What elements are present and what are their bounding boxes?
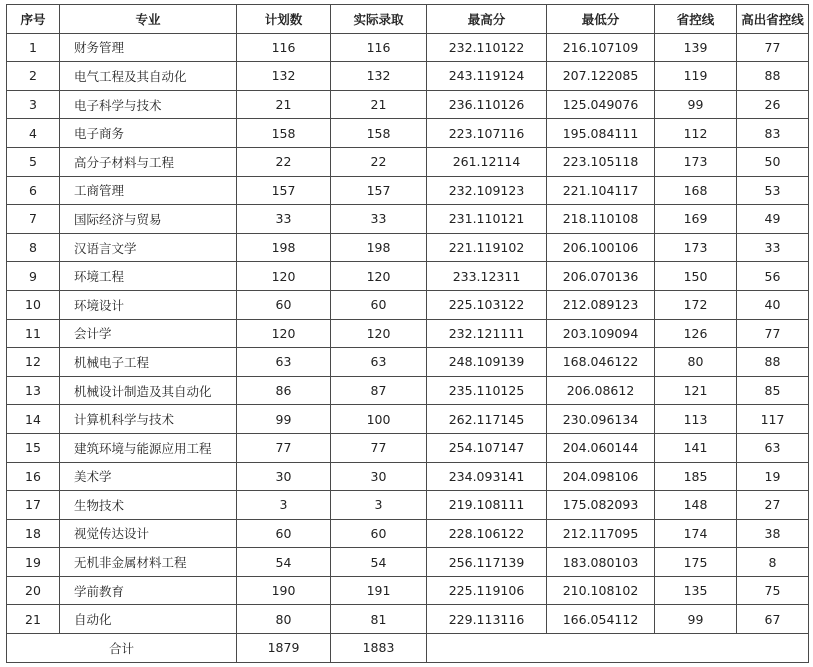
cell-major: 高分子材料与工程 xyxy=(60,147,237,176)
total-admitted: 1883 xyxy=(331,634,427,663)
cell-plan: 63 xyxy=(237,348,331,377)
cell-above-control: 77 xyxy=(737,319,809,348)
cell-control-line: 175 xyxy=(655,548,737,577)
table-row xyxy=(7,605,809,634)
cell-max-score: 243.119124 xyxy=(427,62,547,91)
cell-index: 12 xyxy=(7,348,60,377)
total-row xyxy=(7,634,809,663)
cell-control-line: 113 xyxy=(655,405,737,434)
cell-max-score: 254.107147 xyxy=(427,433,547,462)
cell-control-line: 168 xyxy=(655,176,737,205)
cell-control-line: 126 xyxy=(655,319,737,348)
cell-min-score: 221.104117 xyxy=(547,176,655,205)
cell-above-control: 56 xyxy=(737,262,809,291)
table-row xyxy=(7,319,809,348)
cell-plan: 3 xyxy=(237,491,331,520)
cell-above-control: 27 xyxy=(737,491,809,520)
cell-above-control: 50 xyxy=(737,147,809,176)
cell-above-control: 67 xyxy=(737,605,809,634)
cell-major: 视觉传达设计 xyxy=(60,519,237,548)
cell-index: 2 xyxy=(7,62,60,91)
cell-min-score: 166.054112 xyxy=(547,605,655,634)
cell-max-score: 261.12114 xyxy=(427,147,547,176)
header-row xyxy=(7,5,809,34)
cell-plan: 190 xyxy=(237,576,331,605)
cell-major: 财务管理 xyxy=(60,33,237,62)
cell-index: 5 xyxy=(7,147,60,176)
cell-admitted: 87 xyxy=(331,376,427,405)
cell-admitted: 22 xyxy=(331,147,427,176)
cell-min-score: 125.049076 xyxy=(547,90,655,119)
cell-above-control: 88 xyxy=(737,348,809,377)
cell-max-score: 235.110125 xyxy=(427,376,547,405)
cell-major: 无机非金属材料工程 xyxy=(60,548,237,577)
table-row xyxy=(7,576,809,605)
cell-min-score: 218.110108 xyxy=(547,205,655,234)
cell-admitted: 81 xyxy=(331,605,427,634)
cell-min-score: 168.046122 xyxy=(547,348,655,377)
cell-above-control: 63 xyxy=(737,433,809,462)
cell-max-score: 225.103122 xyxy=(427,290,547,319)
cell-above-control: 26 xyxy=(737,90,809,119)
table-row xyxy=(7,205,809,234)
table-row xyxy=(7,176,809,205)
cell-plan: 21 xyxy=(237,90,331,119)
cell-max-score: 229.113116 xyxy=(427,605,547,634)
table-row xyxy=(7,33,809,62)
cell-major: 电子科学与技术 xyxy=(60,90,237,119)
cell-control-line: 121 xyxy=(655,376,737,405)
header-plan: 计划数 xyxy=(237,5,331,34)
cell-control-line: 185 xyxy=(655,462,737,491)
cell-min-score: 175.082093 xyxy=(547,491,655,520)
cell-admitted: 191 xyxy=(331,576,427,605)
cell-plan: 116 xyxy=(237,33,331,62)
cell-plan: 22 xyxy=(237,147,331,176)
table-row xyxy=(7,348,809,377)
cell-admitted: 30 xyxy=(331,462,427,491)
cell-max-score: 256.117139 xyxy=(427,548,547,577)
cell-min-score: 210.108102 xyxy=(547,576,655,605)
total-empty-cell xyxy=(427,634,809,663)
cell-max-score: 233.12311 xyxy=(427,262,547,291)
table-row xyxy=(7,290,809,319)
cell-major: 环境工程 xyxy=(60,262,237,291)
cell-min-score: 223.105118 xyxy=(547,147,655,176)
header-min-score: 最低分 xyxy=(547,5,655,34)
cell-index: 11 xyxy=(7,319,60,348)
cell-admitted: 21 xyxy=(331,90,427,119)
table-body xyxy=(7,33,809,633)
cell-control-line: 135 xyxy=(655,576,737,605)
cell-admitted: 54 xyxy=(331,548,427,577)
cell-min-score: 206.070136 xyxy=(547,262,655,291)
cell-index: 6 xyxy=(7,176,60,205)
cell-admitted: 116 xyxy=(331,33,427,62)
header-admitted: 实际录取 xyxy=(331,5,427,34)
cell-max-score: 232.110122 xyxy=(427,33,547,62)
cell-plan: 120 xyxy=(237,262,331,291)
cell-min-score: 195.084111 xyxy=(547,119,655,148)
header-above-control: 高出省控线 xyxy=(737,5,809,34)
cell-plan: 132 xyxy=(237,62,331,91)
cell-control-line: 112 xyxy=(655,119,737,148)
header-index: 序号 xyxy=(7,5,60,34)
table-row xyxy=(7,462,809,491)
cell-min-score: 203.109094 xyxy=(547,319,655,348)
cell-major: 汉语言文学 xyxy=(60,233,237,262)
cell-index: 14 xyxy=(7,405,60,434)
header-major: 专业 xyxy=(60,5,237,34)
cell-min-score: 216.107109 xyxy=(547,33,655,62)
cell-plan: 30 xyxy=(237,462,331,491)
total-label: 合计 xyxy=(7,634,237,663)
cell-control-line: 80 xyxy=(655,348,737,377)
total-plan: 1879 xyxy=(237,634,331,663)
table-row xyxy=(7,433,809,462)
cell-plan: 86 xyxy=(237,376,331,405)
cell-above-control: 83 xyxy=(737,119,809,148)
cell-index: 20 xyxy=(7,576,60,605)
cell-min-score: 207.122085 xyxy=(547,62,655,91)
cell-plan: 80 xyxy=(237,605,331,634)
cell-major: 建筑环境与能源应用工程 xyxy=(60,433,237,462)
table-row xyxy=(7,519,809,548)
table-row xyxy=(7,405,809,434)
cell-index: 13 xyxy=(7,376,60,405)
cell-min-score: 204.098106 xyxy=(547,462,655,491)
cell-control-line: 99 xyxy=(655,90,737,119)
table-row xyxy=(7,90,809,119)
cell-control-line: 173 xyxy=(655,233,737,262)
cell-max-score: 225.119106 xyxy=(427,576,547,605)
cell-major: 学前教育 xyxy=(60,576,237,605)
cell-above-control: 53 xyxy=(737,176,809,205)
cell-major: 机械设计制造及其自动化 xyxy=(60,376,237,405)
cell-above-control: 8 xyxy=(737,548,809,577)
cell-index: 15 xyxy=(7,433,60,462)
cell-major: 自动化 xyxy=(60,605,237,634)
cell-max-score: 228.106122 xyxy=(427,519,547,548)
table-row xyxy=(7,62,809,91)
cell-max-score: 236.110126 xyxy=(427,90,547,119)
cell-min-score: 212.117095 xyxy=(547,519,655,548)
cell-max-score: 232.121111 xyxy=(427,319,547,348)
cell-max-score: 219.108111 xyxy=(427,491,547,520)
cell-major: 环境设计 xyxy=(60,290,237,319)
cell-plan: 54 xyxy=(237,548,331,577)
table-row xyxy=(7,548,809,577)
cell-admitted: 198 xyxy=(331,233,427,262)
cell-min-score: 183.080103 xyxy=(547,548,655,577)
cell-plan: 198 xyxy=(237,233,331,262)
cell-index: 10 xyxy=(7,290,60,319)
cell-control-line: 174 xyxy=(655,519,737,548)
cell-max-score: 262.117145 xyxy=(427,405,547,434)
header-max-score: 最高分 xyxy=(427,5,547,34)
cell-max-score: 223.107116 xyxy=(427,119,547,148)
cell-plan: 60 xyxy=(237,519,331,548)
cell-min-score: 212.089123 xyxy=(547,290,655,319)
cell-control-line: 172 xyxy=(655,290,737,319)
cell-above-control: 19 xyxy=(737,462,809,491)
cell-index: 7 xyxy=(7,205,60,234)
cell-admitted: 157 xyxy=(331,176,427,205)
cell-admitted: 33 xyxy=(331,205,427,234)
admission-table xyxy=(6,4,809,663)
cell-index: 8 xyxy=(7,233,60,262)
cell-max-score: 231.110121 xyxy=(427,205,547,234)
cell-major: 电气工程及其自动化 xyxy=(60,62,237,91)
cell-admitted: 63 xyxy=(331,348,427,377)
cell-plan: 157 xyxy=(237,176,331,205)
cell-max-score: 232.109123 xyxy=(427,176,547,205)
cell-major: 国际经济与贸易 xyxy=(60,205,237,234)
header-control-line: 省控线 xyxy=(655,5,737,34)
cell-plan: 158 xyxy=(237,119,331,148)
cell-admitted: 158 xyxy=(331,119,427,148)
cell-major: 美术学 xyxy=(60,462,237,491)
cell-plan: 33 xyxy=(237,205,331,234)
cell-min-score: 204.060144 xyxy=(547,433,655,462)
cell-control-line: 141 xyxy=(655,433,737,462)
cell-major: 工商管理 xyxy=(60,176,237,205)
cell-admitted: 120 xyxy=(331,262,427,291)
cell-min-score: 230.096134 xyxy=(547,405,655,434)
cell-control-line: 148 xyxy=(655,491,737,520)
cell-control-line: 119 xyxy=(655,62,737,91)
cell-max-score: 248.109139 xyxy=(427,348,547,377)
cell-admitted: 77 xyxy=(331,433,427,462)
cell-admitted: 100 xyxy=(331,405,427,434)
cell-major: 机械电子工程 xyxy=(60,348,237,377)
cell-index: 16 xyxy=(7,462,60,491)
cell-max-score: 221.119102 xyxy=(427,233,547,262)
table-row xyxy=(7,147,809,176)
cell-major: 电子商务 xyxy=(60,119,237,148)
cell-plan: 99 xyxy=(237,405,331,434)
cell-control-line: 99 xyxy=(655,605,737,634)
cell-min-score: 206.08612 xyxy=(547,376,655,405)
cell-above-control: 75 xyxy=(737,576,809,605)
cell-control-line: 139 xyxy=(655,33,737,62)
cell-index: 21 xyxy=(7,605,60,634)
table-row xyxy=(7,262,809,291)
cell-index: 1 xyxy=(7,33,60,62)
cell-major: 生物技术 xyxy=(60,491,237,520)
cell-control-line: 150 xyxy=(655,262,737,291)
cell-control-line: 173 xyxy=(655,147,737,176)
cell-index: 9 xyxy=(7,262,60,291)
cell-above-control: 49 xyxy=(737,205,809,234)
cell-admitted: 3 xyxy=(331,491,427,520)
cell-index: 4 xyxy=(7,119,60,148)
cell-plan: 120 xyxy=(237,319,331,348)
cell-above-control: 77 xyxy=(737,33,809,62)
cell-index: 19 xyxy=(7,548,60,577)
cell-above-control: 38 xyxy=(737,519,809,548)
cell-max-score: 234.093141 xyxy=(427,462,547,491)
cell-plan: 77 xyxy=(237,433,331,462)
cell-above-control: 117 xyxy=(737,405,809,434)
admission-table-container xyxy=(6,4,809,663)
cell-plan: 60 xyxy=(237,290,331,319)
cell-min-score: 206.100106 xyxy=(547,233,655,262)
cell-admitted: 60 xyxy=(331,519,427,548)
cell-above-control: 33 xyxy=(737,233,809,262)
cell-index: 17 xyxy=(7,491,60,520)
cell-above-control: 85 xyxy=(737,376,809,405)
cell-major: 计算机科学与技术 xyxy=(60,405,237,434)
cell-admitted: 132 xyxy=(331,62,427,91)
cell-admitted: 60 xyxy=(331,290,427,319)
cell-admitted: 120 xyxy=(331,319,427,348)
cell-index: 3 xyxy=(7,90,60,119)
cell-control-line: 169 xyxy=(655,205,737,234)
table-row xyxy=(7,233,809,262)
cell-above-control: 88 xyxy=(737,62,809,91)
cell-major: 会计学 xyxy=(60,319,237,348)
cell-above-control: 40 xyxy=(737,290,809,319)
table-row xyxy=(7,376,809,405)
table-row xyxy=(7,119,809,148)
cell-index: 18 xyxy=(7,519,60,548)
table-row xyxy=(7,491,809,520)
